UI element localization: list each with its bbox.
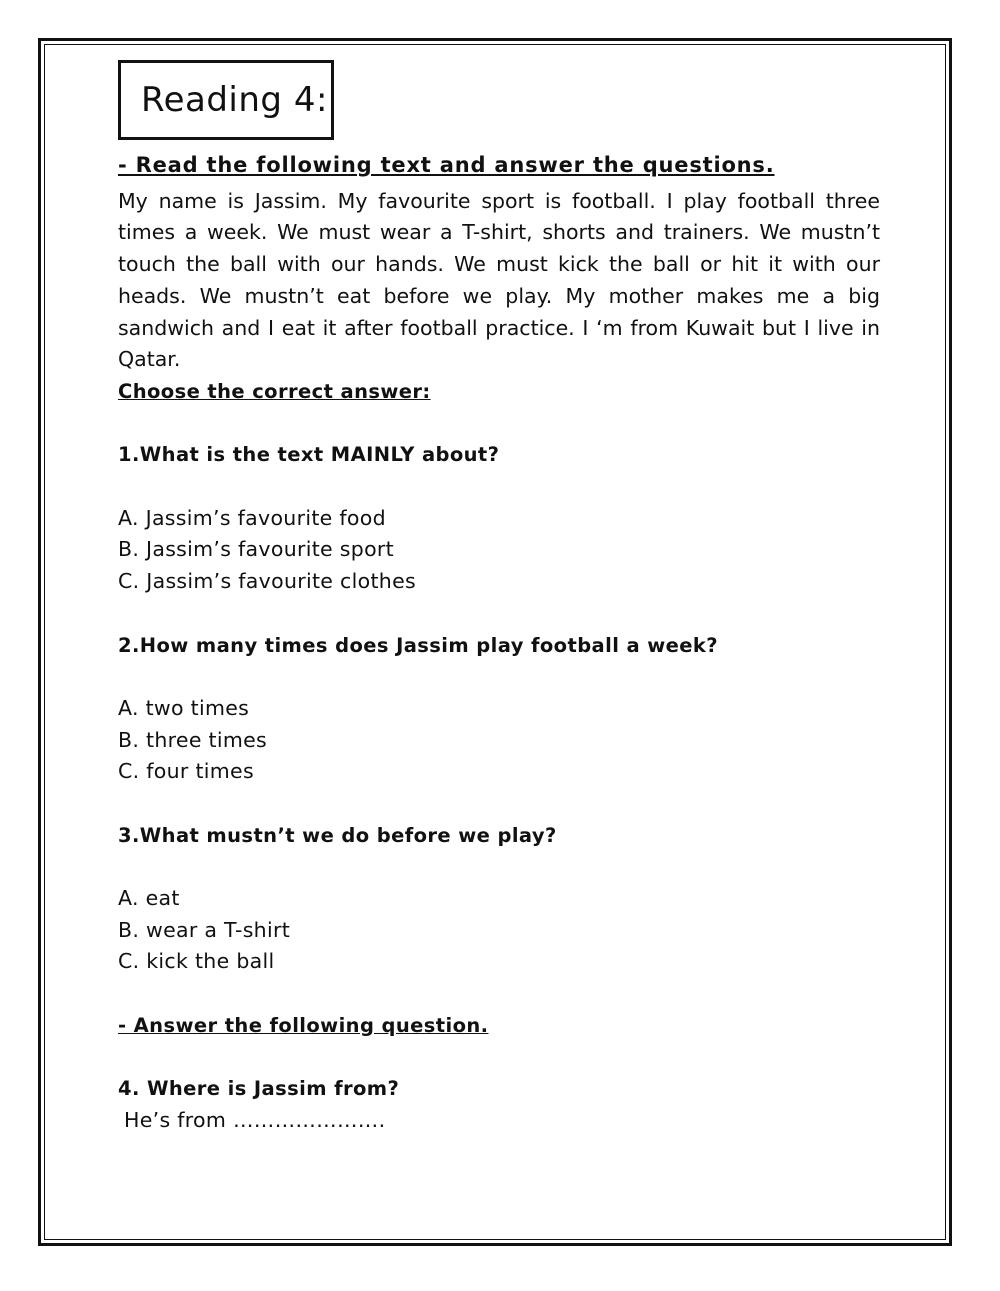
worksheet-content bbox=[118, 150, 880, 1137]
reading-passage: My name is Jassim. My favourite sport is football. I play football three times a week. We must wear a T-shirt, shorts and trainers. We mustn’t touch the ball with our hands. We must kick the ball or hit it with our heads. We mustn’t eat before we play. My mother makes me a big sandwich and I eat it after football practice. I ‘m from Kuwait but I live in Qatar. bbox=[118, 188, 880, 372]
question-text: 2.How many times does Jassim play football a week? bbox=[118, 633, 718, 657]
question-text: 4. Where is Jassim from? bbox=[118, 1077, 400, 1101]
question-2 bbox=[118, 630, 880, 789]
answer-question-heading: - Answer the following question. bbox=[118, 1013, 489, 1037]
option-1a[interactable]: A. Jassim’s favourite food bbox=[118, 505, 386, 530]
option-3c[interactable]: C. kick the ball bbox=[118, 949, 275, 974]
option-1b[interactable]: B. Jassim’s favourite sport bbox=[118, 537, 394, 562]
option-1c[interactable]: C. Jassim’s favourite clothes bbox=[118, 569, 416, 594]
title-box bbox=[118, 60, 334, 140]
option-3b[interactable]: B. wear a T-shirt bbox=[118, 917, 291, 942]
option-2a[interactable]: A. two times bbox=[118, 695, 250, 720]
question-4 bbox=[118, 1073, 880, 1136]
question-1 bbox=[118, 439, 880, 598]
question-text: 1.What is the text MAINLY about? bbox=[118, 443, 500, 467]
question-text: 3.What mustn’t we do before we play? bbox=[118, 823, 557, 847]
reading-instruction: - Read the following text and answer the questions. bbox=[118, 153, 775, 177]
answer-field[interactable]: He’s from …………………. bbox=[124, 1107, 386, 1132]
option-2b[interactable]: B. three times bbox=[118, 727, 268, 752]
question-3 bbox=[118, 820, 880, 979]
option-3a[interactable]: A. eat bbox=[118, 886, 180, 911]
page-title: Reading 4: bbox=[141, 80, 328, 120]
option-2c[interactable]: C. four times bbox=[118, 759, 254, 784]
choose-answer-heading: Choose the correct answer: bbox=[118, 379, 431, 403]
